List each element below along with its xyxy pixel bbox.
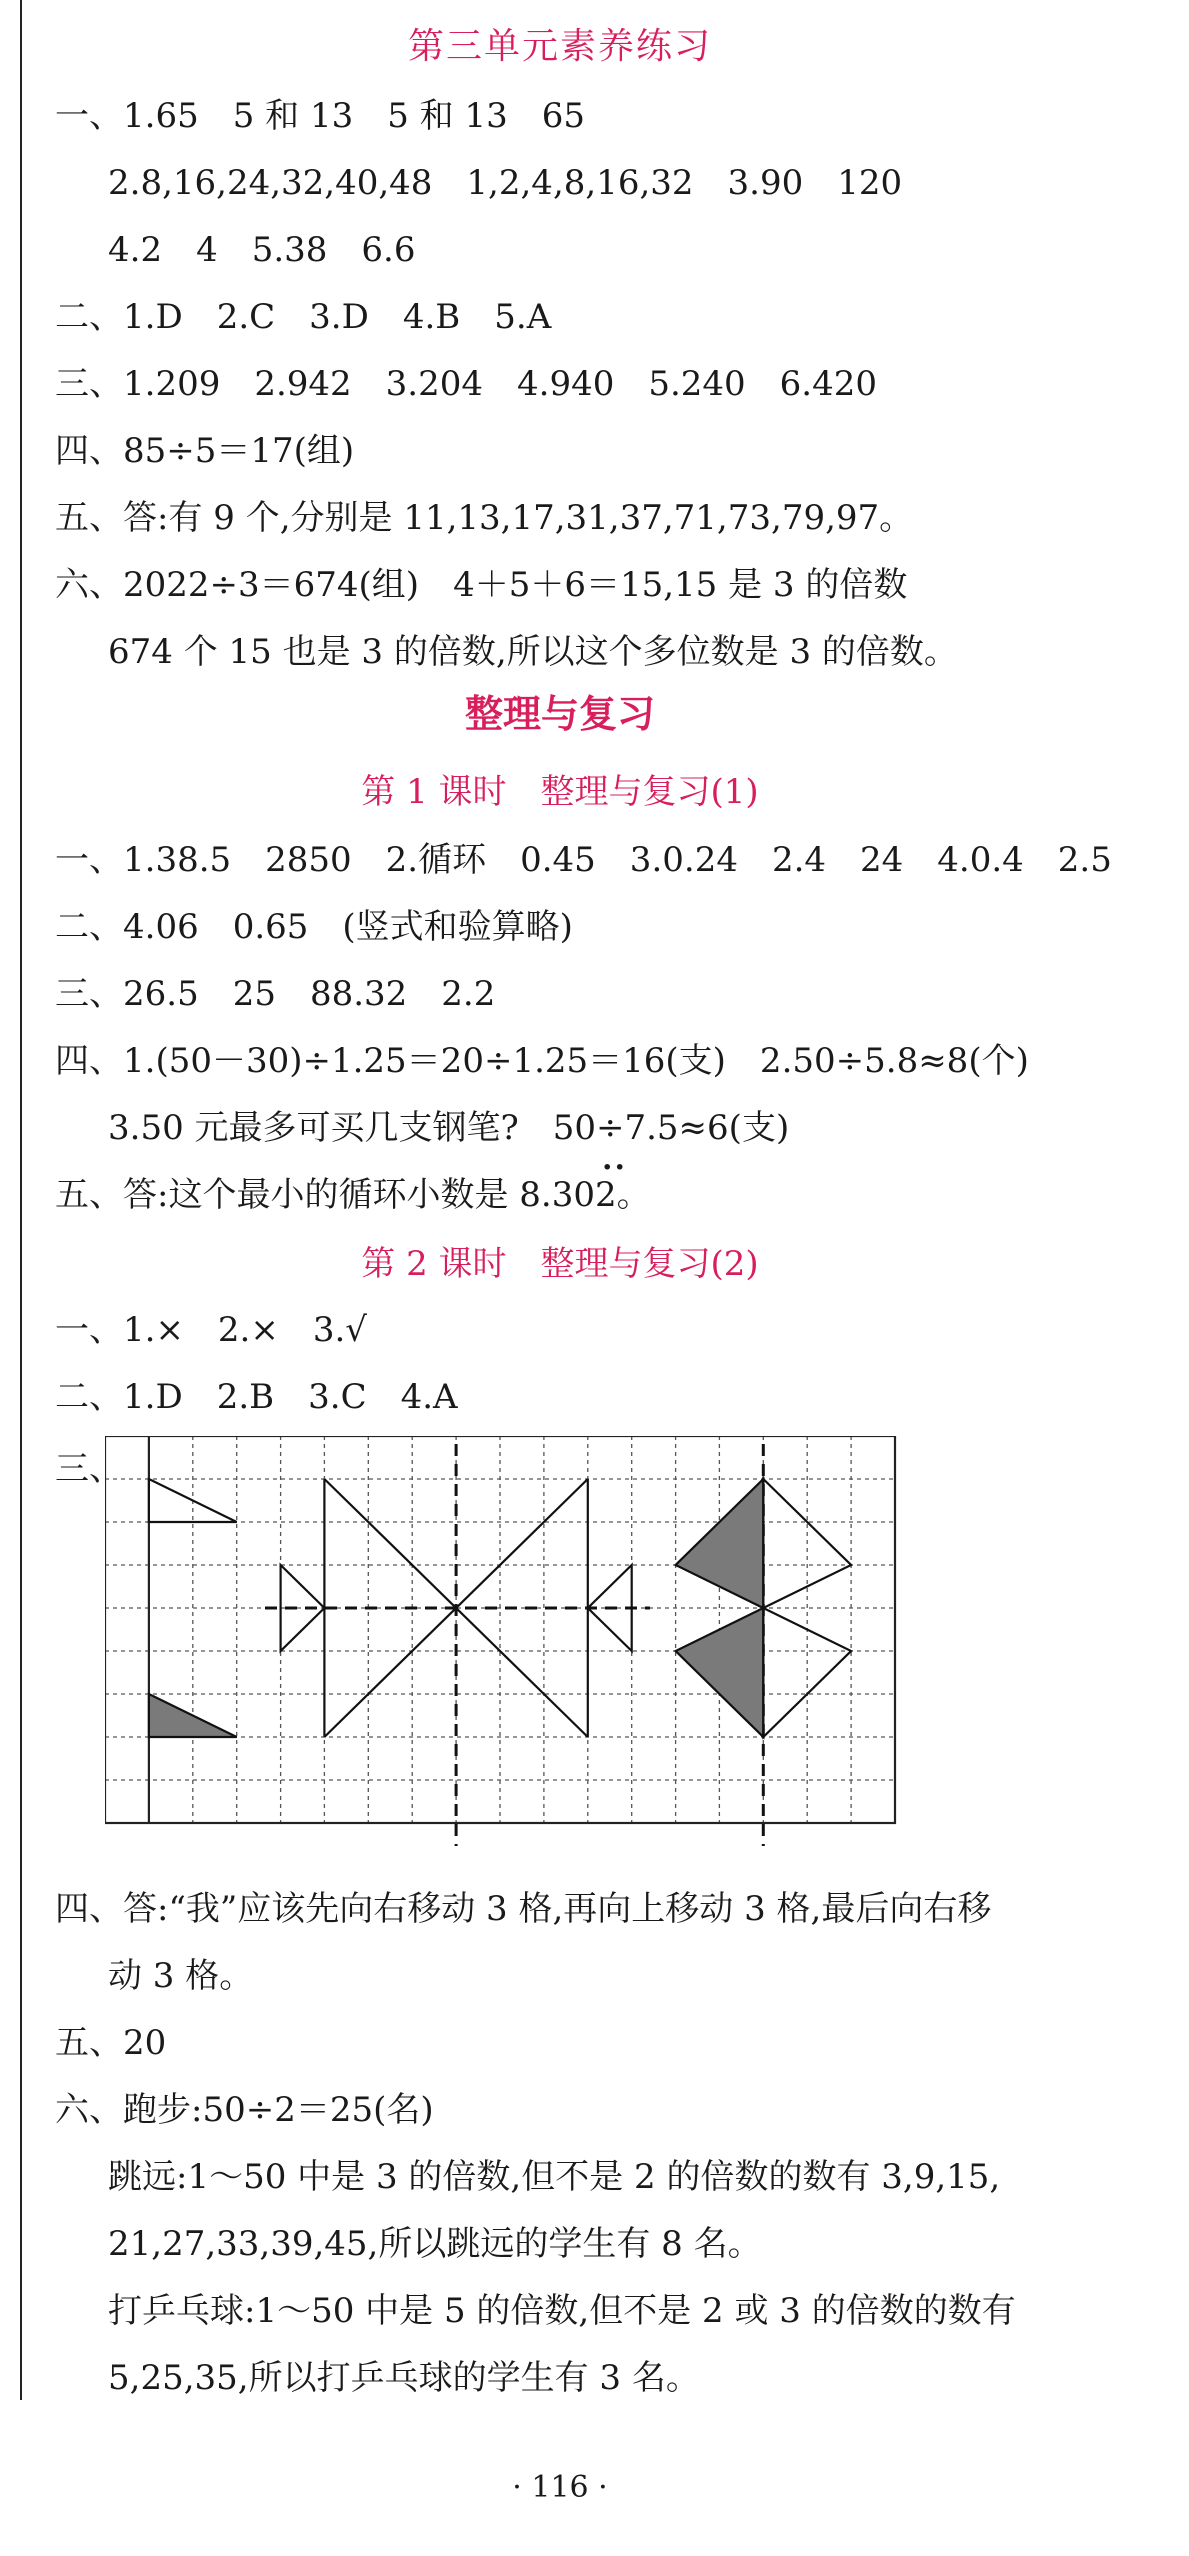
lesson-1-title: 第 1 课时 整理与复习(1) (361, 772, 759, 812)
lesson2-line-6: 五、20 (55, 2023, 167, 2063)
lesson1-line-2: 二、4.06 0.65 (竖式和验算略) (55, 907, 573, 947)
grid-lines (105, 1436, 895, 1823)
unit-answer-line-1: 一、1.65 5 和 13 5 和 13 65 (55, 96, 585, 136)
symmetry-grid-figure (105, 1436, 905, 1856)
lesson1-line-1: 一、1.38.5 2850 2.循环 0.45 3.0.24 2.4 24 4.0.4 2.5 (55, 840, 1112, 880)
unit-answer-line-2: 2.8,16,24,32,40,48 1,2,4,8,16,32 3.90 120 (108, 163, 903, 203)
right-shapes (676, 1479, 852, 1737)
lesson2-line-3-label: 三、 (55, 1449, 123, 1489)
lesson1-line-3: 三、26.5 25 88.32 2.2 (55, 974, 496, 1014)
lesson1-line-5: 3.50 元最多可买几支钢笔? 50÷7.5≈6(支) (108, 1108, 790, 1148)
page-number: · 116 · (512, 2470, 608, 2505)
lesson1-line-6: 五、答:这个最小的循环小数是 8.302。 (55, 1175, 651, 1215)
unit-answer-line-6: 四、85÷5＝17(组) (55, 431, 355, 471)
lesson2-line-11: 5,25,35,所以打乒乓球的学生有 3 名。 (108, 2358, 700, 2398)
lesson2-line-7: 六、跑步:50÷2＝25(名) (55, 2090, 434, 2130)
unit-answer-line-5: 三、1.209 2.942 3.204 4.940 5.240 6.420 (55, 364, 878, 404)
lesson1-line-4: 四、1.(50－30)÷1.25＝20÷1.25＝16(支) 2.50÷5.8≈8(个) (55, 1041, 1029, 1081)
left-margin-rule (20, 0, 22, 2400)
lesson2-line-9: 21,27,33,39,45,所以跳远的学生有 8 名。 (108, 2224, 762, 2264)
lesson2-line-1: 一、1.× 2.× 3.√ (55, 1310, 367, 1350)
symmetry-axes (265, 1436, 763, 1846)
repeating-decimal-dots: ·· (602, 1150, 627, 1185)
section-title: 整理与复习 (464, 692, 655, 736)
lesson2-line-4: 四、答:“我”应该先向右移动 3 格,再向上移动 3 格,最后向右移 (55, 1889, 992, 1929)
unit-answer-line-3: 4.2 4 5.38 6.6 (108, 230, 416, 270)
lesson-2-title: 第 2 课时 整理与复习(2) (361, 1244, 759, 1284)
lesson2-line-5: 动 3 格。 (108, 1956, 254, 1996)
unit-answer-line-7: 五、答:有 9 个,分别是 11,13,17,31,37,71,73,79,97。 (55, 498, 914, 538)
lesson2-line-8: 跳远:1～50 中是 3 的倍数,但不是 2 的倍数的数有 3,9,15, (108, 2157, 1001, 2197)
unit-answer-line-4: 二、1.D 2.C 3.D 4.B 5.A (55, 297, 552, 337)
lesson2-line-10: 打乒乓球:1～50 中是 5 的倍数,但不是 2 或 3 的倍数的数有 (108, 2291, 1016, 2331)
lesson2-line-2: 二、1.D 2.B 3.C 4.A (55, 1377, 458, 1417)
unit-answer-line-8: 六、2022÷3＝674(组) 4＋5＋6＝15,15 是 3 的倍数 (55, 565, 908, 605)
unit-title: 第三单元素养练习 (407, 26, 712, 67)
unit-answer-line-9: 674 个 15 也是 3 的倍数,所以这个多位数是 3 的倍数。 (108, 632, 958, 672)
